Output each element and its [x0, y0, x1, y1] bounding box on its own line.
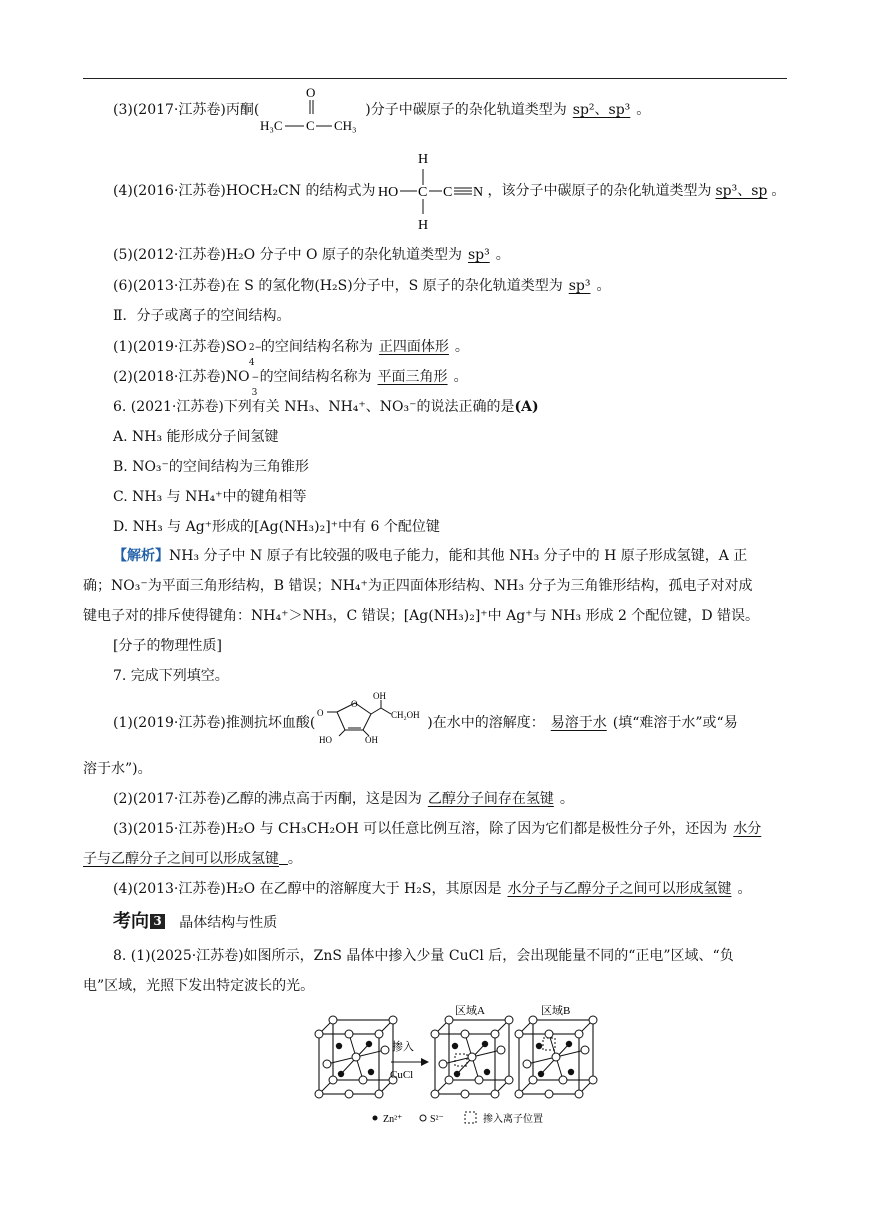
svg-text:CH₃: CH₃ [334, 118, 357, 133]
q6-option-c: C. NH₃ 与 NH₄⁺中的键角相等 [113, 489, 307, 505]
q8-line1: 8. (1)(2025·江苏卷)如图所示，ZnS 晶体中掺入少量 CuCl 后，会出现能量不同的“正电”区域、“负 [113, 948, 734, 964]
q3-line: (3)(2017·江苏卷)丙酮( )分子中碳原子的杂化轨道类型为 sp²、sp³ 。 [113, 102, 651, 118]
crystal-figure [305, 1000, 605, 1132]
q7-stem: 7. 完成下列填空。 [113, 668, 229, 684]
svg-text:H: H [418, 218, 429, 233]
svg-text:H₃C: H₃C [260, 118, 283, 133]
q4-line: (4)(2016·江苏卷)HOCH₂CN 的结构式为 ，该分子中碳原子的杂化轨道类型为 sp³、sp 。 [113, 183, 786, 199]
svg-text:CH₂OH: CH₂OH [391, 710, 420, 720]
svg-text:S²⁻: S²⁻ [430, 1114, 444, 1125]
s2-q1-line: (1)(2019·江苏卷)SO 2− 4 的空间结构名称为 正四面体形 。 [113, 339, 469, 368]
physical-heading: [分子的物理性质] [113, 638, 222, 654]
svg-text:N: N [473, 185, 484, 200]
svg-text:C: C [418, 185, 428, 200]
svg-text:HO: HO [378, 185, 399, 200]
svg-text:C: C [306, 118, 315, 133]
analysis-line-2: 确；NO₃⁻为平面三角形结构，B 错误；NH₄⁺为正四面体形结构、NH₃ 分子为三角锥形结构，孤电子对对成 [83, 578, 753, 594]
acetone-structure [258, 84, 366, 134]
svg-text:OH: OH [365, 735, 378, 744]
analysis-line-3: 键电子对的排斥使得键角：NH₄⁺＞NH₃，C 错误；[Ag(NH₃)₂]⁺中 Ag⁺与 NH₃ 形成 2 个配位键，D 错误。 [83, 608, 760, 624]
hoch2cn-structure [376, 147, 488, 235]
q6-option-d: D. NH₃ 与 Ag⁺形成的[Ag(NH₃)₂]⁺中有 6 个配位键 [113, 519, 440, 535]
analysis-line-1: 【解析】NH₃ 分子中 N 原子有比较强的吸电子能力，能和其他 NH₃ 分子中的 H 原子形成氢键，A 正 [113, 548, 748, 564]
svg-text:HO: HO [319, 735, 332, 744]
ascorbic-acid-structure [315, 690, 433, 744]
svg-text:CuCl: CuCl [390, 1069, 414, 1081]
svg-text:O: O [306, 85, 316, 100]
header-rule [83, 78, 787, 79]
q6-option-b: B. NO₃⁻的空间结构为三角锥形 [113, 459, 309, 475]
svg-text:Zn²⁺: Zn²⁺ [383, 1114, 403, 1125]
q6-stem: 6. (2021·江苏卷)下列有关 NH₃、NH₄⁺、NO₃⁻的说法正确的是(A) [113, 399, 539, 415]
q7-p3-line: (3)(2015·江苏卷)H₂O 与 CH₃CH₂OH 可以任意比例互溶，除了因为它们都是极性分子外，还因为 水分 [113, 821, 762, 837]
q6-2013-line: (6)(2013·江苏卷)在 S 的氢化物(H₂S)分子中，S 原子的杂化轨道类型为 sp³ 。 [113, 278, 611, 294]
s2-q2-line: (2)(2018·江苏卷)NO − 3 的空间结构名称为 平面三角形 。 [113, 369, 468, 398]
q7-p1-line2: 溶于水”)。 [83, 761, 152, 777]
svg-text:H: H [418, 152, 429, 167]
q5-line: (5)(2012·江苏卷)H₂O 分子中 O 原子的杂化轨道类型为 sp³ 。 [113, 247, 510, 263]
q7-p3-line2: 子与乙醇分子之间可以形成氢键 。 [83, 851, 302, 867]
svg-text:O: O [317, 708, 324, 718]
kaoxiang-number-badge: 3 [150, 914, 165, 929]
q7-p2-line: (2)(2017·江苏卷)乙醇的沸点高于丙酮，这是因为 乙醇分子间存在氢键 。 [113, 791, 574, 807]
svg-text:O: O [351, 699, 358, 709]
svg-text:区域B: 区域B [541, 1005, 571, 1017]
svg-text:掺入: 掺入 [392, 1041, 414, 1053]
svg-text:OH: OH [373, 691, 386, 701]
svg-text:掺入离子位置: 掺入离子位置 [483, 1114, 543, 1125]
svg-text:C: C [443, 185, 453, 200]
q8-line2: 电”区域，光照下发出特定波长的光。 [83, 978, 315, 994]
q7-p4-line: (4)(2013·江苏卷)H₂O 在乙醇中的溶解度大于 H₂S，其原因是 水分子与乙醇分子之间可以形成氢键 。 [113, 881, 752, 897]
q6-option-a: A. NH₃ 能形成分子间氢键 [113, 429, 279, 445]
svg-text:区域A: 区域A [455, 1005, 485, 1017]
q7-p1-line: (1)(2019·江苏卷)推测抗坏血酸( )在水中的溶解度： 易溶于水 (填“难溶于水”或“易 [113, 715, 738, 731]
section-heading: Ⅱ．分子或离子的空间结构。 [113, 308, 291, 324]
kaoxiang-heading: 考向 3 晶体结构与性质 [113, 911, 278, 932]
